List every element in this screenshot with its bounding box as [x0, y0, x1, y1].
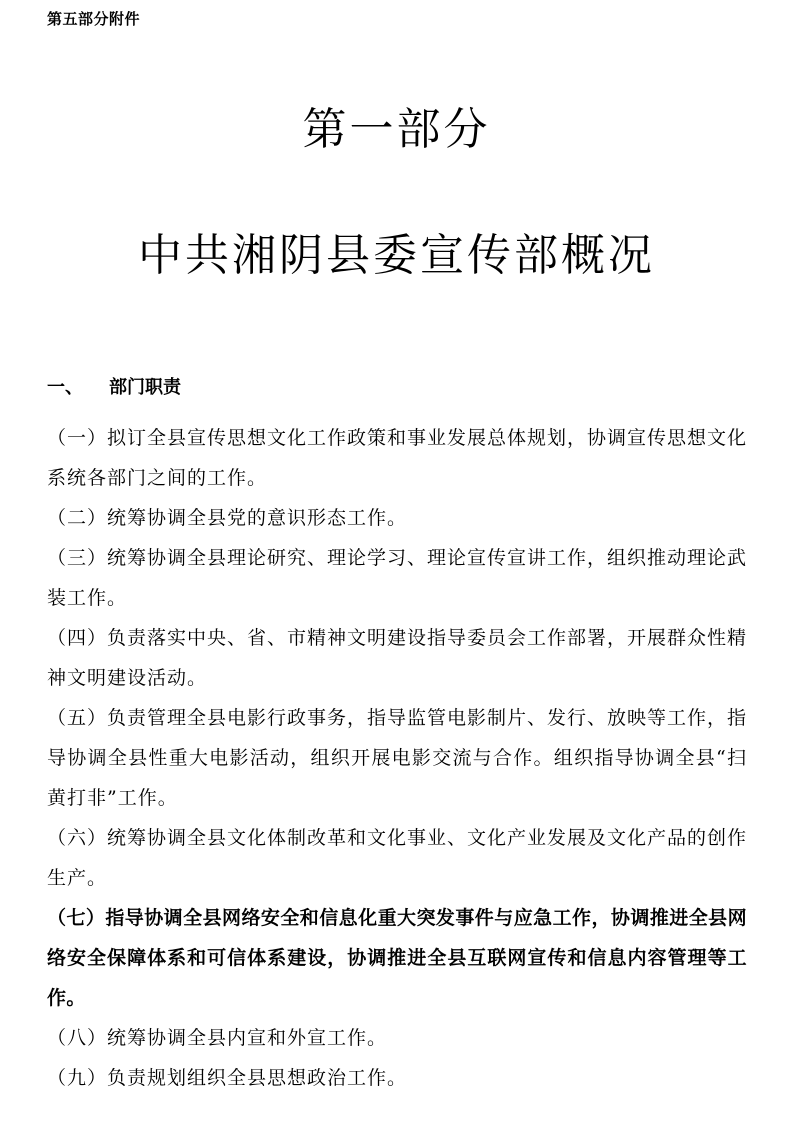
duty-item-2: （二）统筹协调全县党的意识形态工作。: [47, 507, 408, 529]
duty-item-8: （八）统筹协调全县内宣和外宣工作。: [47, 1027, 388, 1049]
duty-item-5: （五）负责管理全县电影行政事务，指导监管电影制片、发行、放映等工作，指导协调全县性重大电影活动，组织开展电影交流与合作。组织指导协调全县“扫黄打非”工作。: [47, 707, 748, 809]
section-heading-text: 部门职责: [109, 377, 181, 398]
section-heading-number: 一、: [47, 377, 83, 398]
duty-item-3: （三）统筹协调全县理论研究、理论学习、理论宣传宣讲工作，组织推动理论武装工作。: [47, 547, 748, 609]
duty-item-4: （四）负责落实中央、省、市精神文明建设指导委员会工作部署，开展群众性精神文明建设活动。: [47, 627, 748, 689]
duty-item-1: （一）拟订全县宣传思想文化工作政策和事业发展总体规划，协调宣传思想文化系统各部门之间的工作。: [47, 427, 748, 489]
duty-item-6: （六）统筹协调全县文化体制改革和文化事业、文化产业发展及文化产品的创作生产。: [47, 827, 748, 889]
part-title: 第一部分: [302, 104, 491, 155]
page-header-label: 第五部分附件: [47, 10, 141, 28]
document-title: 中共湘阴县委宣传部概况: [138, 230, 655, 281]
duty-item-7: （七）指导协调全县网络安全和信息化重大突发事件与应急工作，协调推进全县网络安全保障体系和可信体系建设，协调推进全县互联网宣传和信息内容管理等工作。: [47, 907, 747, 1009]
section-heading: [47, 374, 181, 402]
duty-item-9: （九）负责规划组织全县思想政治工作。: [47, 1067, 408, 1089]
duties-list: [47, 418, 747, 1098]
